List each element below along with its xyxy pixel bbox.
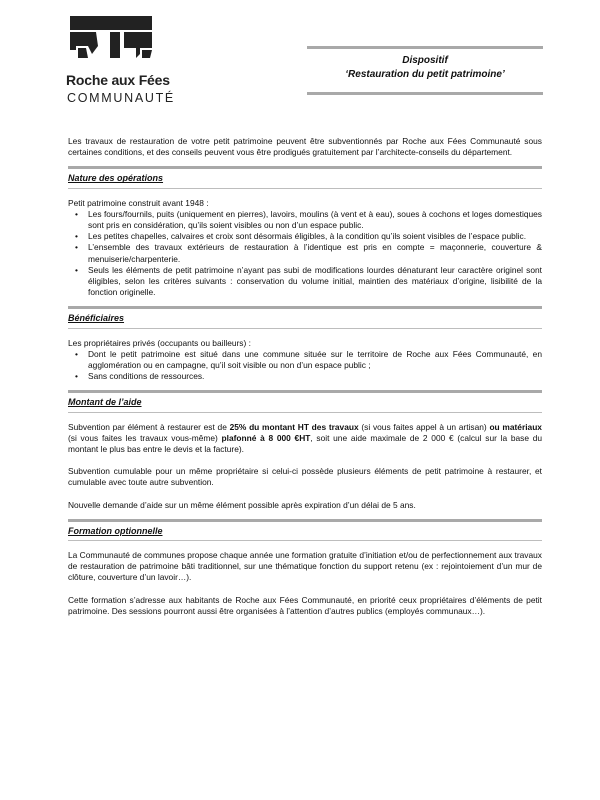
list-item: • Sans conditions de ressources. — [88, 371, 542, 382]
beneficiaires-list — [68, 349, 542, 383]
beneficiaires-lead: Les propriétaires privés (occupants ou bailleurs) : — [68, 337, 251, 348]
list-item: • Les fours/fournils, puits (uniquement en pierres), lavoirs, moulins (à vent et à eau), soues à cochons et loges domestiques sont pris en considération, qu’ils soient visibles ou non d’un espace public. — [88, 209, 542, 231]
section-heading-montant: Montant de l’aide — [68, 390, 542, 412]
section-heading-nature: Nature des opérations — [68, 166, 542, 188]
intro-paragraph: Les travaux de restauration de votre petit patrimoine peuvent être subventionnés par Roche aux Fées Communauté sous certaines conditions, et des conseils peuvent vous être prodigués gratuitement par l’architecte-conseils du département. — [68, 136, 542, 158]
logo-subtitle: COMMUNAUTÉ — [67, 91, 175, 105]
montant-paragraph-2: Subvention cumulable pour un même propriétaire si celui-ci possède plusieurs éléments de petit patrimoine à restaurer, et cumulable avec toute autre subvention. — [68, 466, 542, 488]
list-item: • L’ensemble des travaux extérieurs de restauration à l’identique est pris en compte = maçonnerie, couverture & menuiserie/charpenterie. — [88, 242, 542, 264]
roche-aux-fees-logo — [66, 14, 186, 114]
nature-lead: Petit patrimoine construit avant 1948 : — [68, 197, 209, 208]
dispositif-name: ‘Restauration du petit patrimoine’ — [345, 69, 505, 80]
dispositif-label: Dispositif — [402, 55, 448, 66]
list-item: • Les petites chapelles, calvaires et croix sont désormais éligibles, à la condition qu’ils soient visibles de l’espace public. — [88, 231, 542, 242]
list-item: • Dont le petit patrimoine est situé dans une commune située sur le territoire de Roche aux Fées Communauté, en agglomération ou en campagne, qu’il soit visible ou non d’un espace public ; — [88, 349, 542, 371]
section-heading-beneficiaires: Bénéficiaires — [68, 306, 542, 328]
document-body — [68, 136, 542, 617]
formation-paragraph-1: La Communauté de communes propose chaque année une formation gratuite d’initiation et/ou de perfectionnement aux travaux de restauration de patrimoine bâti traditionnel, sur une thématique fonction du support retenu (ex : rejointoiement d’un mur de clôture, couverture d’un lavoir…). — [68, 550, 542, 583]
formation-paragraph-2: Cette formation s’adresse aux habitants de Roche aux Fées Communauté, en priorité ceux propriétaires d’éléments de petit patrimoine. Des sessions pourront aussi être organisées à l’attention d’autres publics (employés communaux…). — [68, 594, 542, 616]
montant-paragraph-1: Subvention par élément à restaurer est de 25% du montant HT des travaux (si vous faites appel à un artisan) ou matériaux (si vous faites les travaux vous-même) plafonné à 8 000 €HT, soit une aide maximale de 2 000 € (calcul sur la base du montant le plus bas entre le devis et la facture). — [68, 421, 543, 455]
logo-title: Roche aux Fées — [66, 72, 170, 88]
dolmen-logo-icon — [66, 14, 186, 70]
nature-list — [68, 209, 542, 299]
list-item: • Seuls les éléments de petit patrimoine n’ayant pas subi de modifications lourdes dénaturant leur caractère originel sont éligibles, selon les critères suivants : conservation du volume initial, maintien des matériaux d’origine, lisibilité de la fonction originelle. — [88, 265, 542, 299]
dispositif-title-box — [307, 46, 543, 95]
montant-paragraph-3: Nouvelle demande d’aide sur un même élément possible après expiration d’un délai de 5 ans. — [68, 499, 416, 510]
section-heading-formation: Formation optionnelle — [68, 519, 542, 541]
